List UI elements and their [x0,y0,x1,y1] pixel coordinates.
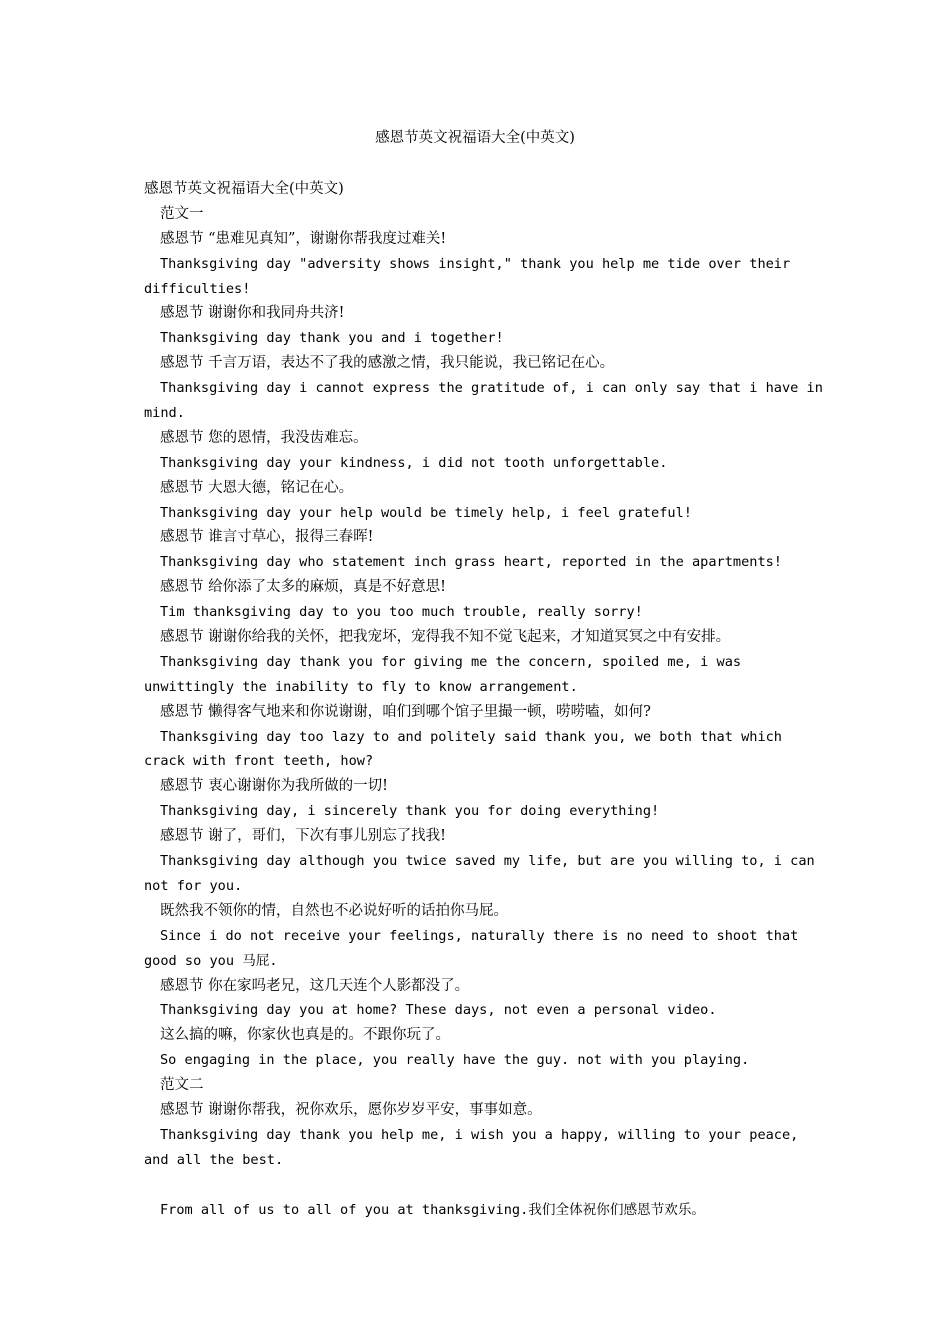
section-label-1: 范文一 [160,205,204,222]
chinese-line: 感恩节 谢谢你帮我，祝你欢乐，愿你岁岁平安，事事如意。 [160,1101,542,1118]
page-title: 感恩节英文祝福语大全(中英文) [375,130,575,146]
chinese-line: 既然我不领你的情，自然也不必说好听的话拍你马屁。 [160,902,508,919]
chinese-line: 感恩节 谁言寸草心，报得三春晖! [160,529,374,546]
english-line-cont: crack with front teeth, how? [144,753,374,770]
document-body [144,177,823,1222]
chinese-line: 感恩节 给你添了太多的麻烦，真是不好意思! [160,579,446,596]
english-line: So engaging in the place, you really have the guy. not with you playing. [160,1052,750,1069]
english-line-cont: and all the best. [144,1151,284,1168]
chinese-line: 感恩节 谢了，哥们，下次有事儿别忘了找我! [160,828,446,845]
english-line: Since i do not receive your feelings, naturally there is no need to shoot that [160,927,799,944]
chinese-line: 感恩节 “患难见真知”，谢谢你帮我度过难关! [160,230,447,247]
chinese-line: 感恩节 谢谢你和我同舟共济! [160,305,345,322]
english-line: Thanksgiving day you at home? These days, not even a personal video. [160,1002,717,1019]
english-line: Thanksgiving day your kindness, i did not tooth unforgettable. [160,454,668,471]
english-line-cont: good so you 马屁. [144,952,278,969]
section-label-2: 范文二 [160,1077,204,1094]
chinese-line: 感恩节 衷心谢谢你为我所做的一切! [160,778,388,795]
chinese-line: 感恩节 您的恩情，我没齿难忘。 [160,429,368,446]
chinese-line: 感恩节 你在家吗老兄，这几天连个人影都没了。 [160,977,470,994]
heading-line: 感恩节英文祝福语大全(中英文) [144,181,344,197]
english-line: Thanksgiving day thank you and i together! [160,330,504,347]
english-line: Thanksgiving day i cannot express the gratitude of, i can only say that i have in [160,380,823,397]
english-line: Thanksgiving day your help would be timely help, i feel grateful! [160,504,692,521]
chinese-line: 感恩节 懒得客气地来和你说谢谢，咱们到哪个馆子里撮一顿，唠唠嗑，如何? [160,703,651,720]
closing-line: From all of us to all of you at thanksgiving.我们全体祝你们感恩节欢乐。 [160,1201,706,1218]
english-line: Thanksgiving day thank you help me, i wish you a happy, willing to your peace, [160,1126,799,1143]
english-line-cont: mind. [144,405,185,422]
english-line-cont: unwittingly the inability to fly to know arrangement. [144,678,578,695]
blank-line [144,1173,816,1198]
english-line: Thanksgiving day too lazy to and politely said thank you, we both that which [160,728,782,745]
english-line: Tim thanksgiving day to you too much trouble, really sorry! [160,604,643,621]
chinese-line: 感恩节 谢谢你给我的关怀，把我宠坏，宠得我不知不觉飞起来，才知道冥冥之中有安排。 [160,629,731,646]
english-line: Thanksgiving day thank you for giving me the concern, spoiled me, i was [160,653,742,670]
chinese-line: 感恩节 大恩大德，铭记在心。 [160,479,354,496]
chinese-line: 这么搞的嘛，你家伙也真是的。不跟你玩了。 [160,1027,450,1044]
english-line: Thanksgiving day although you twice saved my life, but are you willing to, i can [160,853,815,870]
english-line-cont: difficulties! [144,280,251,297]
english-line: Thanksgiving day, i sincerely thank you for doing everything! [160,803,660,820]
english-line: Thanksgiving day "adversity shows insight," thank you help me tide over their [160,255,791,272]
chinese-line: 感恩节 千言万语，表达不了我的感激之情，我只能说，我已铭记在心。 [160,355,615,372]
english-line-cont: not for you. [144,877,243,894]
english-line: Thanksgiving day who statement inch grass heart, reported in the apartments! [160,554,782,571]
